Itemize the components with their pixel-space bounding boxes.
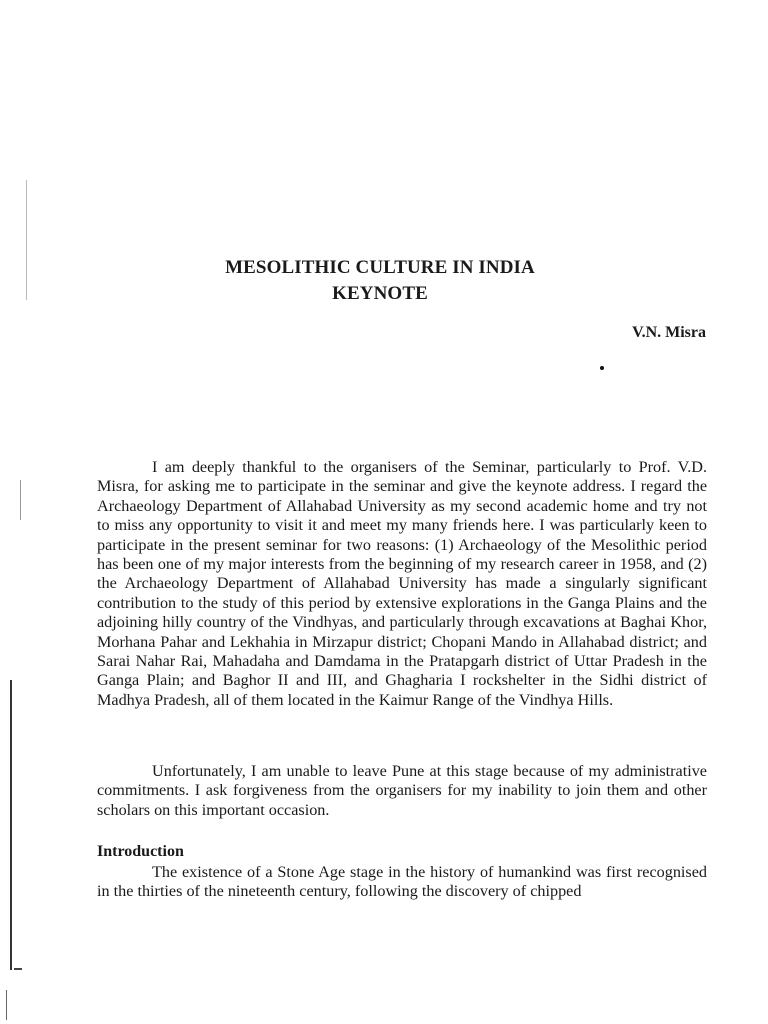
scan-edge-mark [14, 968, 22, 970]
paragraph-apology: Unfortunately, I am unable to leave Pune at this stage because of my administrative commitments. I ask forgiveness from the organisers for my inability to join them and other scholars on this important occasion. [97, 762, 707, 819]
scan-speck [600, 366, 604, 370]
scan-edge-faint [26, 180, 27, 300]
section-heading: Introduction [97, 843, 184, 860]
author-name: V.N. Misra [632, 324, 706, 341]
paragraph-acknowledgement: I am deeply thankful to the organisers of the Seminar, particularly to Prof. V.D. Misra, for asking me to participate in the seminar and give the keynote address. I regard the Archaeology Department of Allahabad University as my second academic home and try not to miss any opportunity to visit it and meet my many friends here. I was particularly keen to participate in the present seminar for two reasons: (1) Archaeology of the Mesolithic period has been one of my major interests from the beginning of my research career in 1958, and (2) the Archaeology Department of Allahabad University has made a singularly significant contribution to the study of this period by extensive explorations in the Ganga Plains and the adjoining hilly country of the Vindhyas, and particularly through excavations at Baghai Khor, Morhana Pahar and Lekhahia in Mirzapur district; Chopani Mando in Allahabad district; and Sarai Nahar Rai, Mahadaha and Damdama in the Pratapgarh district of Uttar Pradesh in the Ganga Plain; and Baghor II and III, and Ghagharia I rockshelter in the Sidhi district of Madhya Pradesh, all of them located in the Kaimur Range of the Vindhya Hills. [97, 458, 707, 709]
scan-edge-faint-3 [6, 990, 7, 1020]
scan-edge-line [10, 680, 12, 970]
document-subtitle: KEYNOTE [332, 283, 428, 304]
paragraph-introduction: The existence of a Stone Age stage in the history of humankind was first recognised in the thirties of the nineteenth century, following the discovery of chipped [97, 863, 707, 901]
scan-edge-faint-2 [20, 480, 21, 520]
document-title: MESOLITHIC CULTURE IN INDIA [225, 257, 535, 278]
